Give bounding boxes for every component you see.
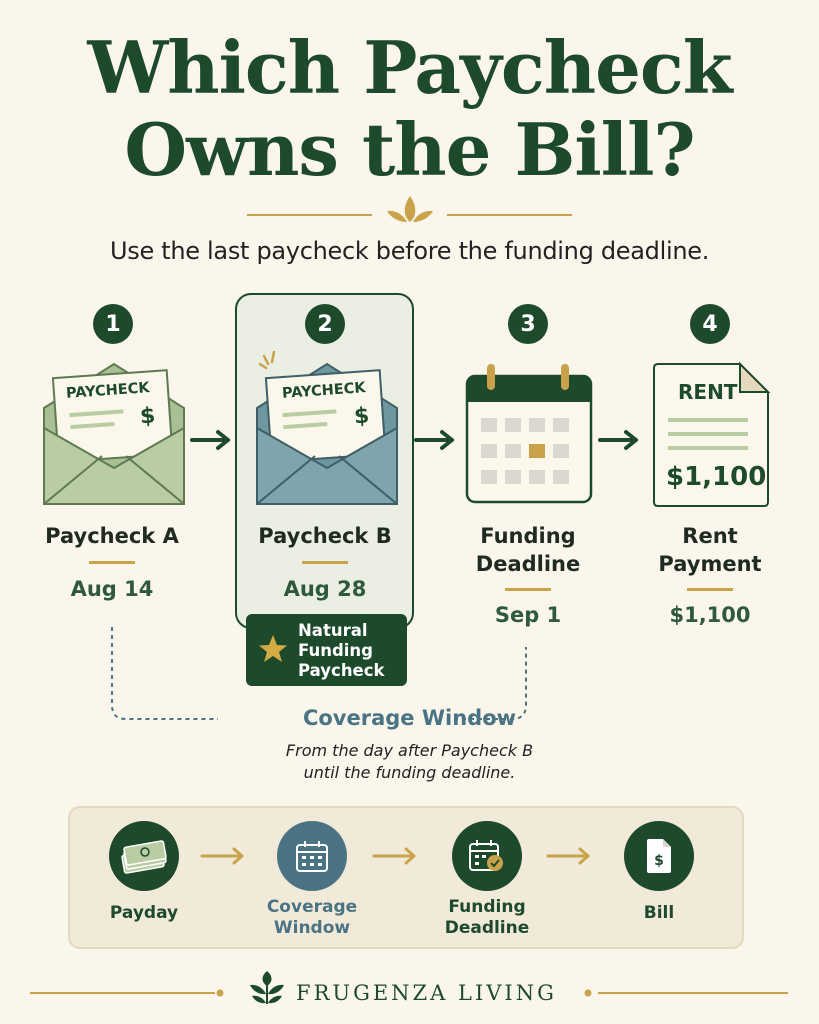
underline-3 bbox=[505, 588, 551, 591]
step-label-rent-payment-1: Rent bbox=[682, 524, 738, 548]
date-funding-deadline: Sep 1 bbox=[494, 603, 562, 627]
rent-doc-title: RENT bbox=[678, 380, 738, 404]
coverage-window-title: Coverage Window bbox=[302, 706, 517, 730]
footer-divider-left bbox=[30, 992, 215, 994]
step-label-paycheck-a: Paycheck A bbox=[45, 524, 179, 548]
step-number-3: 3 bbox=[508, 304, 548, 344]
title-divider-left bbox=[247, 214, 372, 216]
summary-label-payday: Payday bbox=[109, 903, 179, 923]
dot-icon bbox=[584, 989, 592, 997]
amount-rent-payment: $1,100 bbox=[669, 603, 751, 627]
underline-2 bbox=[302, 561, 348, 564]
arrow-right-icon bbox=[546, 846, 594, 866]
calendar-check-icon bbox=[468, 838, 506, 874]
step-label-funding-deadline-1: Funding bbox=[480, 524, 576, 548]
title-line-2: Owns the Bill? bbox=[124, 107, 695, 192]
paycheck-a-dollar: $ bbox=[139, 403, 157, 430]
title-divider-right bbox=[447, 214, 572, 216]
title-line-1: Which Paycheck bbox=[87, 25, 732, 110]
summary-label-deadline-1: Funding bbox=[448, 897, 526, 917]
underline-4 bbox=[687, 588, 733, 591]
coverage-window-desc-2: until the funding deadline. bbox=[303, 763, 516, 782]
arrow-right-icon bbox=[372, 846, 420, 866]
badge-text: Natural Funding Paycheck bbox=[298, 621, 385, 680]
summary-label-coverage-1: Coverage bbox=[266, 897, 358, 917]
step-label-rent-payment-2: Payment bbox=[658, 552, 762, 576]
sparkle-icon bbox=[256, 350, 280, 374]
leaf-ornament-icon bbox=[385, 194, 435, 226]
underline-1 bbox=[89, 561, 135, 564]
calendar-icon bbox=[295, 839, 329, 873]
arrow-right-icon bbox=[414, 428, 458, 452]
money-stack-icon bbox=[121, 838, 167, 874]
leaf-sprig-icon bbox=[248, 970, 286, 1006]
step-number-4: 4 bbox=[690, 304, 730, 344]
summary-label-coverage-2: Window bbox=[273, 918, 351, 938]
summary-coverage-circle bbox=[277, 821, 347, 891]
arrow-right-icon bbox=[598, 428, 642, 452]
paycheck-b-dollar: $ bbox=[353, 403, 371, 430]
footer-divider-right bbox=[598, 992, 788, 994]
summary-bill-circle bbox=[624, 821, 694, 891]
arrow-right-icon bbox=[190, 428, 234, 452]
date-paycheck-b: Aug 28 bbox=[283, 577, 367, 601]
dot-icon bbox=[216, 989, 224, 997]
bill-document-icon bbox=[645, 838, 673, 874]
summary-label-bill: Bill bbox=[643, 903, 675, 923]
calendar-icon bbox=[465, 362, 593, 504]
paycheck-a-card-text: PAYCHECK bbox=[65, 380, 151, 402]
summary-deadline-circle bbox=[452, 821, 522, 891]
subtitle: Use the last paycheck before the funding deadline. bbox=[109, 237, 710, 265]
step-number-1: 1 bbox=[93, 304, 133, 344]
rent-doc-amount: $1,100 bbox=[666, 462, 767, 492]
svg-text:$: $ bbox=[654, 853, 664, 869]
footer-brand: FRUGENZA LIVING bbox=[296, 981, 557, 1005]
paycheck-b-card-text: PAYCHECK bbox=[281, 380, 367, 402]
step-label-funding-deadline-2: Deadline bbox=[475, 552, 581, 576]
summary-payday-circle bbox=[109, 821, 179, 891]
arrow-right-icon bbox=[200, 846, 248, 866]
coverage-window-desc-1: From the day after Paycheck B bbox=[285, 741, 534, 760]
date-paycheck-a: Aug 14 bbox=[70, 577, 154, 601]
summary-label-deadline-2: Deadline bbox=[444, 918, 530, 938]
step-number-2: 2 bbox=[305, 304, 345, 344]
step-label-paycheck-b: Paycheck B bbox=[258, 524, 392, 548]
